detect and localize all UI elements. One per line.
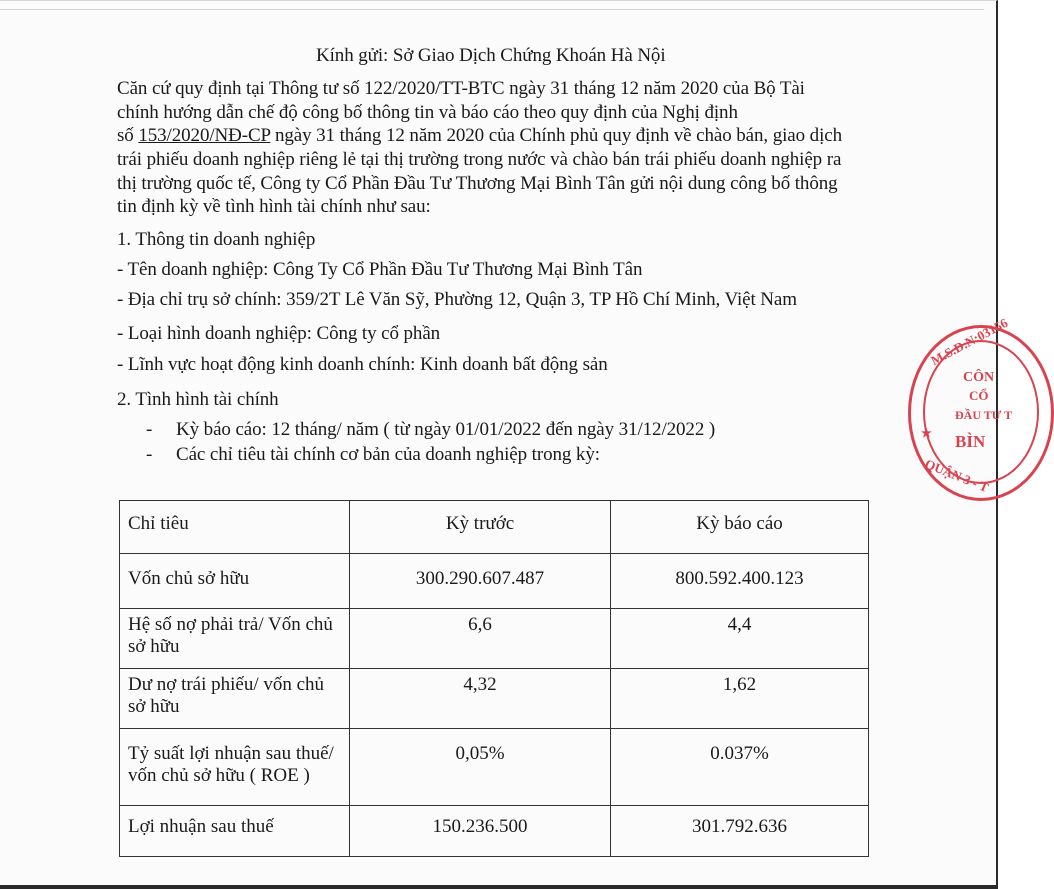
row-label: Tỷ suất lợi nhuận sau thuế/ vốn chủ sở hữu ( ROE ) [120, 729, 350, 806]
intro-line-6: tin định kỳ về tình hình tài chính như sau: [117, 196, 431, 217]
page-top-rule [0, 9, 984, 10]
reporting-value: 1,62 [611, 669, 869, 729]
indicators-intro-item [146, 444, 600, 466]
report-period-text: Kỳ báo cáo: 12 tháng/ năm ( từ ngày 01/01/2022 đến ngày 31/12/2022 ) [176, 419, 716, 440]
table-row [120, 609, 869, 669]
report-period-item [146, 419, 715, 441]
seal-registration-text: M.S.D.N:03156 [928, 315, 1011, 369]
section-1-title: 1. Thông tin doanh nghiệp [117, 229, 316, 250]
table-row [120, 806, 869, 857]
decree-reference: 153/2020/NĐ-CP [138, 125, 271, 146]
section-2-title: 2. Tình hình tài chính [117, 389, 279, 410]
company-name-item: - Tên doanh nghiệp: Công Ty Cổ Phần Đầu Tư Thương Mại Bình Tân [117, 259, 643, 280]
seal-text-line-3: ĐẦU TƯ T [955, 408, 1013, 422]
reporting-value: 800.592.400.123 [611, 554, 869, 609]
intro-line-3-rest: ngày 31 tháng 12 năm 2020 của Chính phủ quy định về chào bán, giao dịch [270, 125, 842, 146]
seal-text-line-4: BÌN [955, 432, 986, 451]
seal-star-icon: ★ [921, 426, 932, 440]
company-type-item: - Loại hình doanh nghiệp: Công ty cổ phần [117, 323, 441, 344]
seal-text-line-2: CỔ [969, 388, 989, 403]
intro-line-1: Căn cứ quy định tại Thông tư số 122/2020/TT-BTC ngày 31 tháng 12 năm 2020 của Bộ Tài [117, 78, 805, 99]
business-field-item: - Lĩnh vực hoạt động kinh doanh chính: Kinh doanh bất động sản [117, 354, 608, 375]
previous-value: 0,05% [350, 729, 611, 806]
previous-value: 6,6 [350, 609, 611, 669]
dash-bullet: - [146, 419, 153, 440]
dash-bullet: - [146, 444, 153, 465]
seal-district-text: QUẬN 3 - T [922, 455, 991, 496]
header-reporting-period: Kỳ báo cáo [611, 501, 869, 554]
table-row [120, 729, 869, 806]
reporting-value: 0.037% [611, 729, 869, 806]
greeting-line: Kính gửi: Sở Giao Dịch Chứng Khoán Hà Nội [316, 45, 666, 66]
financial-indicators-table [119, 500, 869, 857]
reporting-value: 4,4 [611, 609, 869, 669]
seal-text-line-1: CÔN [963, 370, 995, 385]
previous-value: 300.290.607.487 [350, 554, 611, 609]
intro-line-5: thị trường quốc tế, Công ty Cổ Phần Đầu Tư Thương Mại Bình Tân gửi nội dung công bố thông [117, 173, 838, 194]
reporting-value: 301.792.636 [611, 806, 869, 857]
row-label: Dư nợ trái phiếu/ vốn chủ sở hữu [120, 669, 350, 729]
row-label: Hệ số nợ phải trả/ Vốn chủ sở hữu [120, 609, 350, 669]
header-previous-period: Kỳ trước [350, 501, 611, 554]
intro-line-3-prefix: số [117, 125, 139, 146]
table-row [120, 669, 869, 729]
previous-value: 150.236.500 [350, 806, 611, 857]
header-indicator: Chỉ tiêu [120, 501, 350, 554]
intro-line-3 [117, 125, 842, 147]
company-seal-stamp [908, 315, 1054, 501]
row-label: Vốn chủ sở hữu [120, 554, 350, 609]
intro-line-4: trái phiếu doanh nghiệp riêng lẻ tại thị trường trong nước và chào bán trái phiếu doanh nghiệp ra [117, 149, 842, 170]
previous-value: 4,32 [350, 669, 611, 729]
indicators-intro-text: Các chỉ tiêu tài chính cơ bản của doanh nghiệp trong kỳ: [176, 444, 600, 465]
address-item: - Địa chỉ trụ sở chính: 359/2T Lê Văn Sỹ, Phường 12, Quận 3, TP Hồ Chí Minh, Việt Nam [117, 289, 797, 310]
table-row [120, 554, 869, 609]
intro-line-2: chính hướng dẫn chế độ công bố thông tin và báo cáo theo quy định của Nghị định [117, 102, 738, 123]
table-header-row [120, 501, 869, 554]
row-label: Lợi nhuận sau thuế [120, 806, 350, 857]
